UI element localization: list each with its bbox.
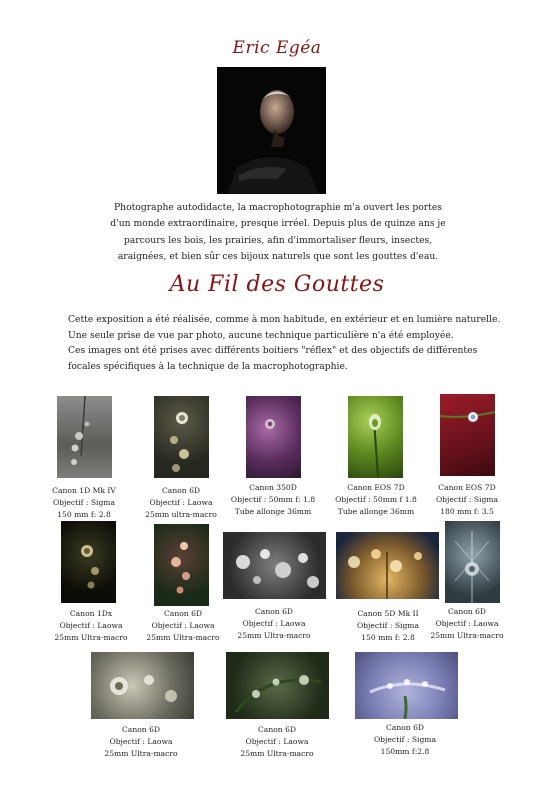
photo-caption: Canon 350D Objectif : 50mm f: 1.8 Tube allonge 36mm	[230, 483, 316, 516]
photo-caption: Canon 5D Mk II Objectif : Sigma 150 mm f: 2.8	[356, 609, 420, 642]
photo-caption: Canon 6D Objectif : Laowa 25mm Ultra-macro	[104, 725, 178, 758]
photo-caption: Canon EOS 7D Objectif : Sigma 180 mm f: 3.5	[435, 483, 499, 516]
photo-caption: Canon 6D Objectif : Sigma 150mm f:2.8	[373, 723, 437, 756]
exhibition-title: Au Fil des Gouttes	[169, 272, 385, 297]
description-line: Une seule prise de vue par photo, aucune technique particulière n'a été employée.	[68, 329, 454, 341]
photo-11	[91, 652, 194, 719]
description-line: focales spécifiques à la technique de la macrophotographie.	[68, 360, 348, 372]
photo-10	[445, 521, 500, 603]
photo-caption: Canon 1Dx Objectif : Laowa 25mm Ultra-macro	[54, 609, 128, 642]
photo-6	[61, 521, 116, 603]
artist-bio: Photographe autodidacte, la macrophotographie m'a ouvert les portes d'un monde extraordinaire, presque irréel. Depuis plus de quinze ans je parcours les bois, les prairies, afin d'immortaliser fleurs, insectes, araignées, et bien sûr ces bijoux naturels que sont les gouttes d'eau.	[110, 202, 446, 263]
photo-7	[154, 524, 209, 606]
exhibition-description	[68, 312, 508, 374]
description-line: Cette exposition a été réalisée, comme à mon habitude, en extérieur et en lumière naturelle.	[68, 314, 501, 325]
photo-13	[355, 652, 458, 719]
photo-caption: Canon 6D Objectif : Laowa 25mm ultra-macro	[145, 486, 217, 519]
artist-signature: Eric Egéa	[232, 38, 322, 58]
photo-caption: Canon 6D Objectif : Laowa 25mm Ultra-macro	[430, 607, 504, 640]
artist-portrait	[217, 67, 326, 194]
photo-3	[246, 396, 301, 478]
photo-12	[226, 652, 329, 719]
photo-caption: Canon 1D Mk IV Objectif : Sigma 150 mm f: 2.8	[52, 486, 116, 519]
photo-8	[223, 532, 326, 599]
photo-caption: Canon 6D Objectif : Laowa 25mm Ultra-macro	[240, 725, 314, 758]
photo-caption: Canon EOS 7D Objectif : 50mm f 1.8 Tube allonge 36mm	[335, 483, 417, 516]
photo-2	[154, 396, 209, 478]
photo-caption: Canon 6D Objectif : Laowa 25mm Ultra-macro	[146, 609, 220, 642]
photo-4	[348, 396, 403, 478]
photo-caption: Canon 6D Objectif : Laowa 25mm Ultra-macro	[237, 607, 311, 640]
photo-1	[57, 396, 112, 478]
description-line: Ces images ont été prises avec différents boitiers "réflex" et des objectifs de différentes	[68, 345, 478, 356]
photo-5	[440, 394, 495, 476]
photo-9	[336, 532, 439, 599]
